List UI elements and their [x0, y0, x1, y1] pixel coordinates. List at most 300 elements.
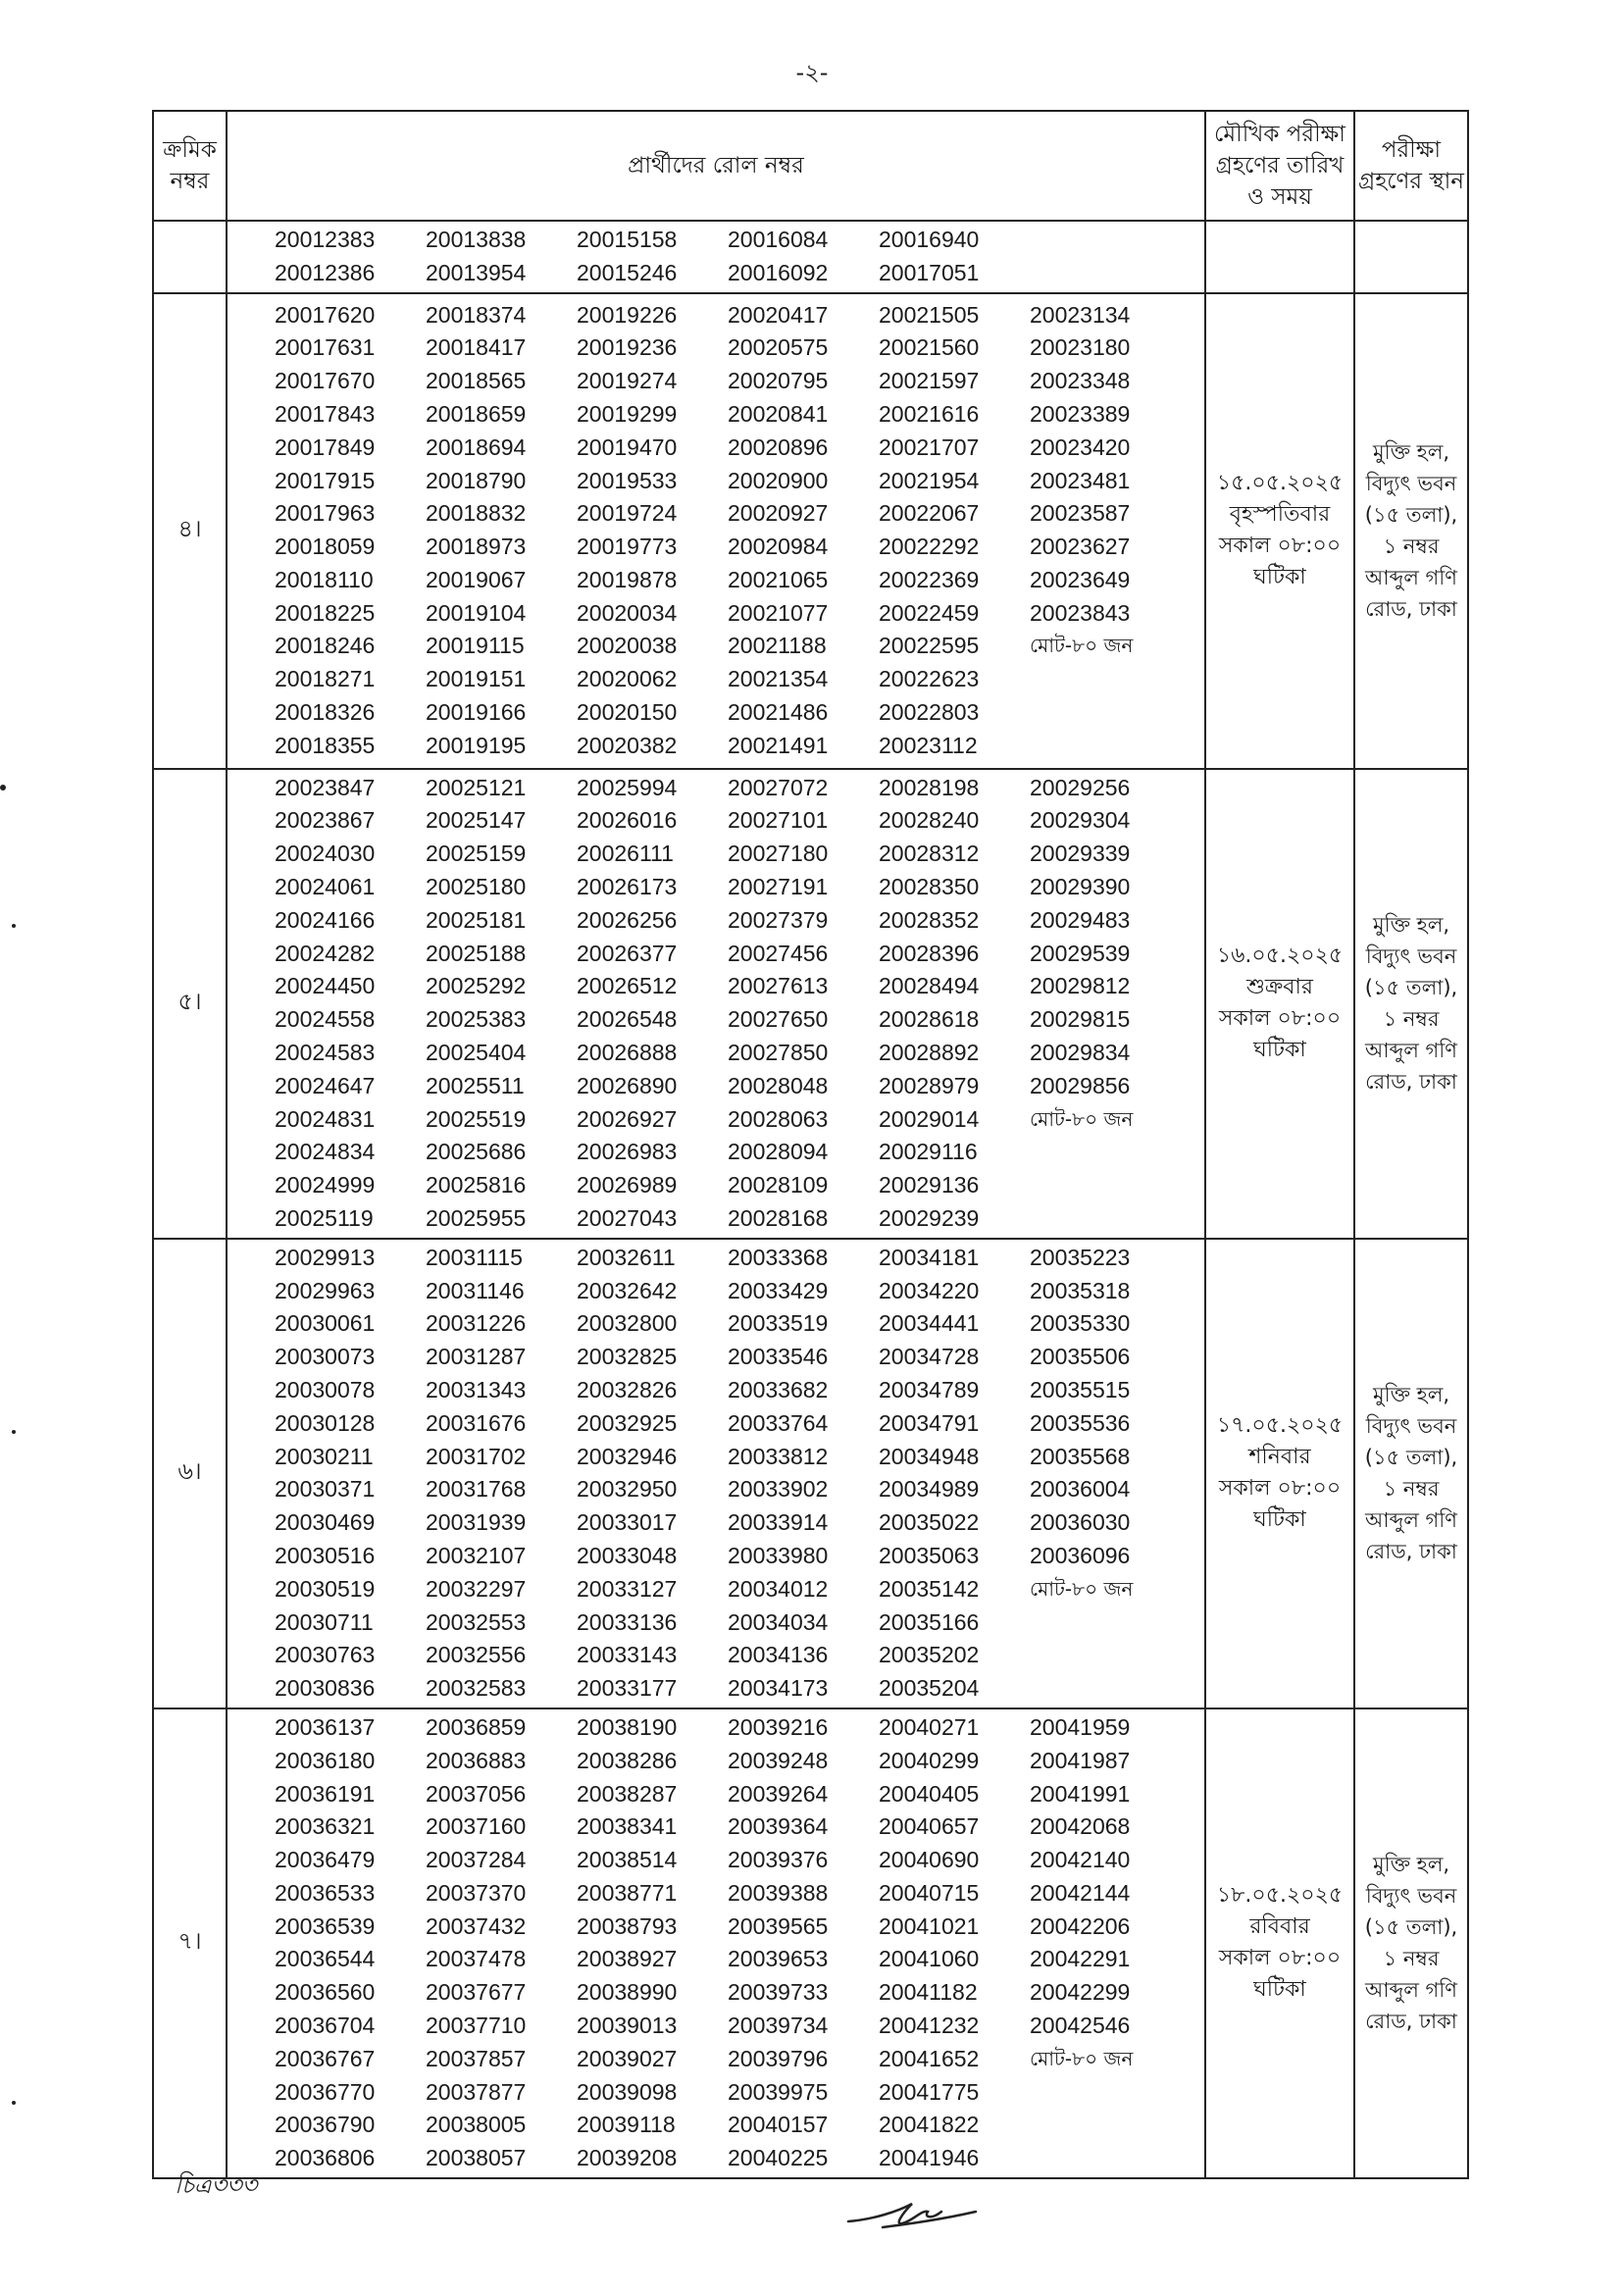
roll-number: 20031676 [426, 1409, 527, 1436]
roll-number: 20028048 [728, 1072, 829, 1098]
roll-number: 20030519 [275, 1575, 376, 1602]
roll-number: 20019151 [426, 666, 527, 692]
roll-number: 20019299 [577, 400, 678, 427]
roll-number: 20025181 [426, 906, 527, 933]
roll-number: 20030211 [275, 1443, 374, 1469]
roll-number: 20025994 [577, 774, 678, 800]
roll-number: 20019773 [577, 534, 678, 560]
total-count: মোট-৮০ জন [1030, 634, 1134, 658]
roll-number: 20018659 [426, 400, 527, 427]
roll-number: 20031146 [426, 1277, 525, 1303]
roll-number: 20032946 [577, 1443, 678, 1469]
roll-number: 20037677 [426, 1979, 527, 2006]
roll-number: 20029963 [275, 1277, 376, 1303]
roll-number: 20041987 [1030, 1747, 1131, 1773]
roll-empty [1030, 663, 1179, 696]
roll-number: 20026548 [577, 1006, 678, 1033]
roll-number: 20027101 [728, 807, 829, 834]
serial-number: ৬। [153, 1239, 227, 1708]
margin-dot [12, 1430, 16, 1434]
roll-number: 20038057 [426, 2145, 527, 2171]
roll-number: 20023481 [1030, 467, 1131, 493]
roll-number: 20033127 [577, 1575, 678, 1602]
roll-number: 20037284 [426, 1847, 527, 1873]
roll-number: 20039208 [577, 2145, 678, 2171]
roll-number: 20025159 [426, 841, 527, 867]
roll-number: 20019067 [426, 566, 527, 592]
roll-number: 20018246 [275, 633, 376, 659]
roll-number: 20019226 [577, 301, 678, 328]
roll-number: 20039653 [728, 1946, 829, 1972]
roll-numbers-cell [227, 221, 1205, 293]
roll-number: 20030128 [275, 1409, 376, 1436]
roll-number: 20030061 [275, 1310, 376, 1337]
roll-number: 20022595 [879, 633, 980, 659]
roll-number: 20023649 [1030, 566, 1131, 592]
exam-ghatika: ঘটিকা [1253, 1507, 1306, 1533]
roll-number: 20034948 [879, 1443, 980, 1469]
roll-number: 20041775 [879, 2078, 980, 2105]
roll-number: 20025180 [426, 873, 527, 899]
roll-number: 20018694 [426, 433, 527, 460]
roll-number: 20041060 [879, 1946, 980, 1972]
total-count: মোট-৮০ জন [1030, 1576, 1134, 1601]
roll-number: 20027180 [728, 841, 829, 867]
roll-number: 20017849 [275, 433, 376, 460]
roll-number: 20021188 [728, 633, 827, 659]
exam-venue [1354, 221, 1468, 293]
roll-number: 20013954 [426, 259, 527, 285]
header-datetime: মৌখিক পরীক্ষা গ্রহণের তারিখ ও সময় [1205, 111, 1354, 221]
roll-number: 20020896 [728, 433, 829, 460]
roll-number: 20030763 [275, 1642, 376, 1668]
venue-line: আব্দুল গণি [1364, 1508, 1458, 1533]
roll-number: 20037857 [426, 2045, 527, 2071]
roll-number: 20033546 [728, 1344, 829, 1370]
roll-number-grid [228, 297, 1204, 765]
roll-number: 20019104 [426, 599, 527, 626]
roll-number: 20029913 [275, 1244, 376, 1270]
roll-numbers-cell [227, 293, 1205, 769]
roll-number: 20021597 [879, 368, 980, 394]
exam-datetime [1205, 1239, 1354, 1708]
roll-number: 20034173 [728, 1675, 829, 1702]
roll-number: 20020575 [728, 334, 829, 361]
roll-number: 20033017 [577, 1509, 678, 1536]
roll-number: 20032611 [577, 1244, 676, 1270]
roll-number: 20029304 [1030, 807, 1131, 834]
roll-number: 20016940 [879, 227, 980, 252]
roll-number: 20040225 [728, 2145, 829, 2171]
roll-number: 20042546 [1030, 2013, 1131, 2039]
roll-empty [1030, 1606, 1179, 1640]
roll-number: 20028494 [879, 973, 980, 999]
roll-number: 20024834 [275, 1139, 376, 1165]
roll-number: 20031115 [426, 1244, 523, 1270]
roll-number: 20022623 [879, 666, 980, 692]
roll-number: 20041182 [879, 1979, 978, 2006]
roll-number: 20035515 [1030, 1376, 1131, 1402]
exam-time: সকাল ০৮:০০ [1218, 1476, 1342, 1502]
roll-number: 20036030 [1030, 1509, 1131, 1536]
roll-number: 20033177 [577, 1675, 678, 1702]
roll-number: 20032583 [426, 1675, 527, 1702]
exam-datetime [1205, 1708, 1354, 2178]
roll-number: 20042291 [1030, 1946, 1131, 1972]
roll-number: 20030371 [275, 1476, 376, 1503]
roll-number: 20021954 [879, 467, 980, 493]
roll-number: 20029256 [1030, 774, 1131, 800]
roll-number: 20025188 [426, 940, 527, 966]
exam-datetime [1205, 293, 1354, 769]
exam-ghatika: ঘটিকা [1253, 1038, 1306, 1063]
venue-line: (১৫ তলা), [1364, 1446, 1458, 1470]
roll-number: 20039098 [577, 2078, 678, 2105]
roll-number: 20026256 [577, 906, 678, 933]
exam-venue [1354, 1708, 1468, 2178]
roll-number: 20029856 [1030, 1072, 1131, 1098]
roll-number: 20029539 [1030, 940, 1131, 966]
exam-group-row [153, 1708, 1468, 2178]
exam-time: সকাল ০৮:০০ [1218, 534, 1342, 559]
exam-day: শনিবার [1248, 1445, 1311, 1470]
roll-number: 20025519 [426, 1105, 527, 1132]
exam-venue [1354, 769, 1468, 1239]
roll-numbers-cell [227, 1708, 1205, 2178]
roll-number: 20032800 [577, 1310, 678, 1337]
roll-number: 20035568 [1030, 1443, 1131, 1469]
exam-day: বৃহস্পতিবার [1229, 502, 1331, 528]
roll-number: 20020795 [728, 368, 829, 394]
roll-number: 20025404 [426, 1039, 527, 1065]
roll-number: 20017620 [275, 301, 376, 328]
roll-number: 20026888 [577, 1039, 678, 1065]
roll-number: 20033980 [728, 1542, 829, 1568]
roll-number: 20012386 [275, 259, 376, 285]
roll-number: 20038286 [577, 1747, 678, 1773]
roll-number: 20039796 [728, 2045, 829, 2071]
roll-number: 20036560 [275, 1979, 376, 2006]
roll-number: 20019274 [577, 368, 678, 394]
roll-number: 20038927 [577, 1946, 678, 1972]
exam-date: ১৮.০৫.২০২৫ [1216, 1883, 1344, 1909]
serial-number [153, 221, 227, 293]
roll-number: 20036180 [275, 1747, 376, 1773]
roll-number: 20025816 [426, 1172, 527, 1198]
roll-number: 20028312 [879, 841, 980, 867]
venue-line: মুক্তি হল, [1372, 1383, 1450, 1407]
venue-line: (১৫ তলা), [1364, 503, 1458, 528]
roll-number: 20027043 [577, 1204, 678, 1231]
roll-number: 20036859 [426, 1713, 527, 1740]
roll-number: 20036883 [426, 1747, 527, 1773]
roll-number: 20034136 [728, 1642, 829, 1668]
roll-number: 20026989 [577, 1172, 678, 1198]
roll-numbers-cell [227, 769, 1205, 1239]
roll-number: 20038287 [577, 1780, 678, 1807]
roll-number: 20019533 [577, 467, 678, 493]
roll-number: 20027650 [728, 1006, 829, 1033]
roll-number: 20040715 [879, 1879, 980, 1906]
roll-number: 20039734 [728, 2013, 829, 2039]
roll-number: 20035318 [1030, 1277, 1131, 1303]
roll-number: 20029239 [879, 1204, 980, 1231]
roll-number: 20024030 [275, 841, 376, 867]
roll-number: 20042206 [1030, 1912, 1131, 1939]
exam-group-row [153, 1239, 1468, 1708]
venue-line: রোড, ঢাকা [1365, 1070, 1457, 1095]
roll-number: 20034789 [879, 1376, 980, 1402]
roll-number: 20037056 [426, 1780, 527, 1807]
roll-number: 20019878 [577, 566, 678, 592]
roll-number: 20026927 [577, 1105, 678, 1132]
exam-time: সকাল ০৮:০০ [1218, 1006, 1342, 1032]
roll-number: 20019724 [577, 500, 678, 527]
roll-number: 20024999 [275, 1172, 376, 1198]
page-number: -২- [795, 59, 829, 86]
exam-group-row [153, 221, 1468, 293]
roll-number: 20025119 [275, 1204, 374, 1231]
roll-number: 20028979 [879, 1072, 980, 1098]
header-venue: পরীক্ষা গ্রহণের স্থান [1354, 111, 1468, 221]
roll-number: 20021491 [728, 732, 829, 758]
roll-number: 20029116 [879, 1139, 978, 1165]
roll-number: 20032553 [426, 1608, 527, 1635]
roll-empty [1030, 730, 1179, 763]
roll-number: 20018225 [275, 599, 376, 626]
roll-number: 20017051 [879, 259, 980, 285]
margin-dot [12, 924, 16, 928]
margin-dot [0, 785, 6, 790]
roll-number: 20020417 [728, 301, 829, 328]
roll-number: 20023420 [1030, 433, 1131, 460]
roll-number: 20020382 [577, 732, 678, 758]
roll-number: 20026111 [577, 841, 674, 867]
roll-number: 20030836 [275, 1675, 376, 1702]
roll-number: 20021505 [879, 301, 980, 328]
roll-number: 20023348 [1030, 368, 1131, 394]
roll-number: 20027379 [728, 906, 829, 933]
roll-number: 20021065 [728, 566, 829, 592]
roll-empty [1030, 1639, 1179, 1672]
roll-number: 20017670 [275, 368, 376, 394]
venue-line: বিদ্যুৎ ভবন [1365, 1414, 1457, 1439]
roll-number: 20038514 [577, 1847, 678, 1873]
roll-number: 20018326 [275, 699, 376, 726]
roll-number: 20021354 [728, 666, 829, 692]
roll-number: 20032826 [577, 1376, 678, 1402]
venue-line: ১ নম্বর [1383, 1947, 1440, 1971]
roll-number: 20037160 [426, 1813, 527, 1840]
roll-number: 20033682 [728, 1376, 829, 1402]
roll-number: 20034791 [879, 1409, 980, 1436]
roll-number: 20028094 [728, 1139, 829, 1165]
roll-empty [1030, 2109, 1179, 2142]
roll-number: 20028350 [879, 873, 980, 899]
roll-number: 20021707 [879, 433, 980, 460]
roll-number: 20021616 [879, 400, 980, 427]
roll-number: 20028198 [879, 774, 980, 800]
roll-number: 20039118 [577, 2112, 676, 2138]
roll-number: 20019166 [426, 699, 527, 726]
venue-line: আব্দুল গণি [1364, 566, 1458, 590]
roll-number: 20031226 [426, 1310, 527, 1337]
venue-line: ১ নম্বর [1383, 535, 1440, 559]
roll-number: 20039027 [577, 2045, 678, 2071]
roll-number: 20021560 [879, 334, 980, 361]
roll-number: 20016084 [728, 227, 829, 252]
roll-number: 20033368 [728, 1244, 829, 1270]
roll-number-grid [228, 222, 1204, 292]
roll-number: 20040157 [728, 2112, 829, 2138]
roll-number: 20036479 [275, 1847, 376, 1873]
roll-number: 20035142 [879, 1575, 980, 1602]
roll-number: 20033136 [577, 1608, 678, 1635]
roll-empty [1030, 1169, 1179, 1202]
roll-number: 20030469 [275, 1509, 376, 1536]
exam-ghatika: ঘটিকা [1253, 565, 1306, 590]
roll-number: 20024450 [275, 973, 376, 999]
footer-initials: চিত্র৩৩৩ [175, 2171, 258, 2199]
roll-number: 20039216 [728, 1713, 829, 1740]
roll-number: 20039376 [728, 1847, 829, 1873]
roll-number: 20029834 [1030, 1039, 1131, 1065]
roll-number: 20022459 [879, 599, 980, 626]
roll-number: 20025292 [426, 973, 527, 999]
exam-day: রবিবার [1249, 1914, 1310, 1940]
roll-number: 20033143 [577, 1642, 678, 1668]
exam-group-row [153, 293, 1468, 769]
roll-number-grid [228, 1240, 1204, 1708]
roll-number: 20031287 [426, 1344, 527, 1370]
roll-number: 20036137 [275, 1713, 376, 1740]
roll-number: 20035166 [879, 1608, 980, 1635]
roll-number: 20018059 [275, 534, 376, 560]
roll-number: 20029339 [1030, 841, 1131, 867]
roll-number: 20031702 [426, 1443, 527, 1469]
roll-number: 20032556 [426, 1642, 527, 1668]
roll-number: 20041822 [879, 2112, 980, 2138]
roll-number: 20036321 [275, 1813, 376, 1840]
roll-number: 20029483 [1030, 906, 1131, 933]
roll-number: 20039975 [728, 2078, 829, 2105]
exam-venue [1354, 1239, 1468, 1708]
roll-number: 20029390 [1030, 873, 1131, 899]
roll-number: 20032825 [577, 1344, 678, 1370]
roll-number: 20033914 [728, 1509, 829, 1536]
roll-number: 20023112 [879, 732, 978, 758]
roll-number: 20027613 [728, 973, 829, 999]
roll-number: 20040271 [879, 1713, 980, 1740]
roll-number: 20019115 [426, 633, 525, 659]
roll-number: 20038990 [577, 1979, 678, 2006]
roll-number: 20035022 [879, 1509, 980, 1536]
roll-number: 20022292 [879, 534, 980, 560]
roll-number: 20036704 [275, 2013, 376, 2039]
roll-number: 20038771 [577, 1879, 678, 1906]
candidate-roll-table [152, 110, 1469, 2179]
roll-number: 20037478 [426, 1946, 527, 1972]
roll-number: 20036790 [275, 2112, 376, 2138]
roll-number: 20039248 [728, 1747, 829, 1773]
roll-number: 20024166 [275, 906, 376, 933]
roll-number: 20025686 [426, 1139, 527, 1165]
roll-number: 20028168 [728, 1204, 829, 1231]
venue-line: ১ নম্বর [1383, 1477, 1440, 1502]
table-header-row [153, 111, 1468, 221]
serial-number: ৭। [153, 1708, 227, 2178]
roll-number: 20022803 [879, 699, 980, 726]
roll-number: 20022369 [879, 566, 980, 592]
roll-number: 20018355 [275, 732, 376, 758]
roll-number: 20036191 [275, 1780, 376, 1807]
roll-number: 20035506 [1030, 1344, 1131, 1370]
roll-number: 20028396 [879, 940, 980, 966]
roll-number: 20018790 [426, 467, 527, 493]
roll-number: 20024583 [275, 1039, 376, 1065]
roll-number: 20024831 [275, 1105, 376, 1132]
roll-number: 20040299 [879, 1747, 980, 1773]
table-body [153, 221, 1468, 2178]
roll-number: 20034728 [879, 1344, 980, 1370]
roll-number: 20035063 [879, 1542, 980, 1568]
roll-empty [1030, 2076, 1179, 2110]
venue-line: মুক্তি হল, [1372, 913, 1450, 938]
venue-line: আব্দুল গণি [1364, 1978, 1458, 2003]
venue-line: রোড, ঢাকা [1365, 597, 1457, 622]
roll-number: 20027191 [728, 873, 829, 899]
roll-number: 20032297 [426, 1575, 527, 1602]
roll-number: 20031768 [426, 1476, 527, 1503]
roll-number: 20030078 [275, 1376, 376, 1402]
roll-number: 20033812 [728, 1443, 829, 1469]
roll-number: 20017631 [275, 334, 376, 361]
roll-number: 20039013 [577, 2013, 678, 2039]
roll-number: 20015158 [577, 227, 678, 252]
roll-number: 20031939 [426, 1509, 527, 1536]
roll-number: 20026377 [577, 940, 678, 966]
roll-number: 20027456 [728, 940, 829, 966]
roll-number: 20035536 [1030, 1409, 1131, 1436]
exam-datetime [1205, 769, 1354, 1239]
exam-date: ১৫.০৫.২০২৫ [1216, 471, 1344, 496]
roll-number: 20039388 [728, 1879, 829, 1906]
roll-number: 20037432 [426, 1912, 527, 1939]
roll-number: 20036767 [275, 2045, 376, 2071]
roll-number: 20029136 [879, 1172, 980, 1198]
roll-number: 20033429 [728, 1277, 829, 1303]
roll-number: 20039733 [728, 1979, 829, 2006]
exam-group-row [153, 769, 1468, 1239]
roll-number: 20023627 [1030, 534, 1131, 560]
roll-number: 20027850 [728, 1039, 829, 1065]
roll-number: 20039264 [728, 1780, 829, 1807]
roll-number: 20040690 [879, 1847, 980, 1873]
roll-number: 20023843 [1030, 599, 1131, 626]
roll-number: 20032950 [577, 1476, 678, 1503]
roll-number: 20034012 [728, 1575, 829, 1602]
exam-date: ১৬.০৫.২০২৫ [1216, 943, 1344, 969]
roll-number: 20039565 [728, 1912, 829, 1939]
roll-number: 20020841 [728, 400, 829, 427]
roll-number: 20042144 [1030, 1879, 1131, 1906]
venue-line: রোড, ঢাকা [1365, 2010, 1457, 2034]
venue-line: (১৫ তলা), [1364, 976, 1458, 1000]
venue-line: বিদ্যুৎ ভবন [1365, 1884, 1457, 1909]
roll-number: 20036806 [275, 2145, 376, 2171]
roll-number: 20022067 [879, 500, 980, 527]
roll-number: 20017963 [275, 500, 376, 527]
